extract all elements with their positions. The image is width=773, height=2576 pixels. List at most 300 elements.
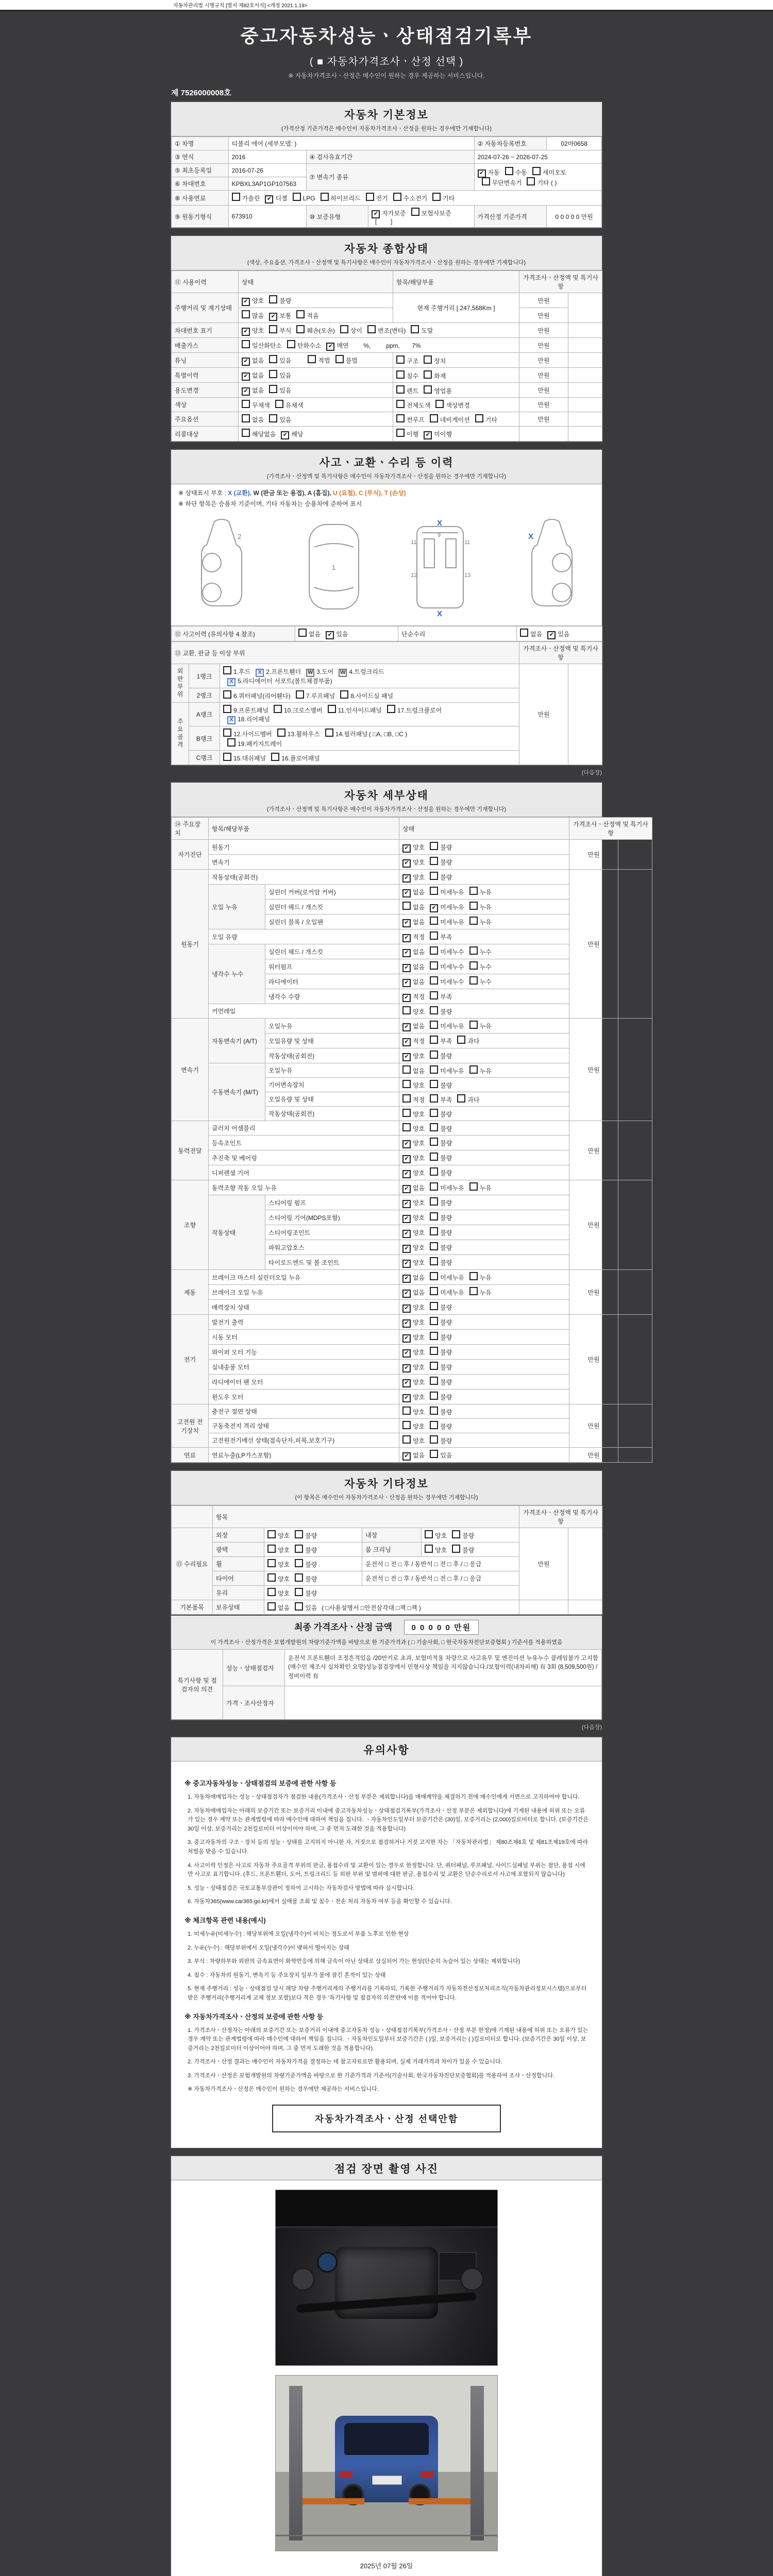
checkbox-전체도색[interactable] <box>396 400 405 408</box>
checkbox-양호[interactable]: ✔ <box>402 844 411 853</box>
checkbox-불량[interactable] <box>430 1421 438 1429</box>
checkbox-양호[interactable]: ✔ <box>402 1260 411 1268</box>
checkbox-훼손(오손)[interactable] <box>296 325 305 333</box>
checkbox-없음[interactable]: ✔ <box>402 979 411 987</box>
car-diagram-top-view <box>286 515 381 618</box>
checkbox-4.트렁크리드[interactable]: W <box>339 669 347 677</box>
report-note: ※ 자동차가격조사ㆍ산정은 매수인이 원하는 경우 제공하는 서비스입니다. <box>288 72 485 79</box>
subgroup-label: 냉각수 누수 <box>209 944 265 1004</box>
checkbox-양호[interactable]: ✔ <box>402 874 411 883</box>
checkbox-렌트[interactable] <box>396 385 405 394</box>
option-label: 전체도색 <box>407 402 431 409</box>
checkbox-불량[interactable] <box>430 1167 438 1176</box>
checkbox-도말[interactable] <box>411 325 419 333</box>
state-options <box>399 1285 569 1300</box>
checkbox-불량[interactable] <box>430 1153 438 1161</box>
option-label: 미세누유 <box>440 1023 464 1030</box>
checkbox-양호[interactable]: ✔ <box>402 1053 411 1061</box>
checkbox-수동[interactable] <box>505 167 513 175</box>
accident-title: 사고ㆍ교환ㆍ수리 등 이력 <box>319 457 454 469</box>
checkbox-불량[interactable] <box>430 1302 438 1310</box>
checkbox-8.사이드실 패널[interactable] <box>340 690 348 699</box>
remarks-cell <box>568 1600 602 1615</box>
checkbox-많음[interactable] <box>242 310 250 318</box>
option-label: 불량 <box>279 297 292 304</box>
checkbox-양호[interactable]: ✔ <box>402 1170 411 1178</box>
checkbox-과다[interactable] <box>457 1094 465 1103</box>
checkbox-변조(변타)[interactable] <box>367 325 376 333</box>
price-cell: 만원 <box>569 870 618 1019</box>
checkbox-10.크로스멤버[interactable] <box>274 705 282 713</box>
base-price-label: 가격산정 기준가격 <box>474 206 547 228</box>
report-header <box>0 11 773 82</box>
checkbox-부족[interactable] <box>430 931 438 940</box>
checkbox-세미오토[interactable] <box>532 167 541 175</box>
price-cell: 만원 <box>519 383 568 398</box>
checkbox-불량[interactable] <box>430 1109 438 1117</box>
checkbox-불량[interactable] <box>430 1377 438 1385</box>
exchange-mark-x: X <box>528 532 533 541</box>
state-options <box>399 1225 569 1240</box>
checkbox-적법[interactable] <box>308 355 316 363</box>
checkbox-양호[interactable]: ✔ <box>402 1394 411 1402</box>
checkbox-누유[interactable] <box>469 917 478 925</box>
checkbox-부식[interactable] <box>269 325 277 333</box>
checkbox-3.도어[interactable]: W <box>306 669 314 677</box>
notice-block-c-items <box>184 2026 589 2081</box>
checkbox-과다[interactable] <box>457 1036 465 1044</box>
price-cell: 만원 <box>519 293 568 308</box>
checkbox-미세누유[interactable] <box>430 1272 438 1280</box>
checkbox-영업용[interactable] <box>424 385 432 394</box>
checkbox-불량[interactable] <box>430 1227 438 1235</box>
inline-text: ( □A, □B, □C ) <box>368 731 408 738</box>
option-label: 적정 <box>413 1096 425 1104</box>
option-label: 적정 <box>413 993 425 1001</box>
checkbox-양호[interactable] <box>402 1080 411 1088</box>
basic-info-section <box>170 101 603 229</box>
checkbox-자동[interactable]: ✔ <box>478 170 486 178</box>
checkbox-전기[interactable] <box>366 193 374 201</box>
checkbox-15.대쉬패널[interactable] <box>223 753 231 761</box>
item-label: 작동상태(공회전) <box>265 1048 399 1063</box>
checkbox-13.휠하우스[interactable] <box>277 728 285 737</box>
checkbox-미세누수[interactable] <box>430 961 438 970</box>
group-main-frame: 주요골격 <box>172 703 189 765</box>
option-label: 양호 <box>413 1155 425 1162</box>
checkbox-있음[interactable] <box>269 355 277 363</box>
checkbox-양호[interactable] <box>402 1435 411 1444</box>
checkbox-탄화수소[interactable] <box>287 340 295 348</box>
engine-bay-photo <box>275 2190 498 2366</box>
checkbox-있음[interactable] <box>295 1602 303 1611</box>
checkbox-누수[interactable] <box>469 961 478 970</box>
checkbox-썬루프[interactable] <box>396 414 405 422</box>
remarks-cell <box>618 1121 652 1180</box>
checkbox-양호[interactable] <box>267 1573 276 1582</box>
option-label: 양호 <box>413 1111 425 1118</box>
option-label: 불량 <box>440 1437 452 1445</box>
checkbox-양호[interactable]: ✔ <box>402 1349 411 1358</box>
checkbox-불량[interactable] <box>430 1347 438 1355</box>
simple-repair-options <box>517 626 602 641</box>
option-label: 양호 <box>278 1590 290 1597</box>
checkbox-18.리어패널[interactable]: X <box>227 716 236 724</box>
state-options <box>399 974 569 989</box>
checkbox-1.후드[interactable] <box>223 666 231 674</box>
checkbox-적정[interactable]: ✔ <box>402 934 411 942</box>
item-label: 실린더 헤드 / 개스킷 <box>265 900 399 914</box>
state-options <box>399 914 569 929</box>
col-price-remarks: 가격조사ㆍ산정액 및 특기사항 <box>569 818 652 840</box>
option-label: 불량 <box>305 1547 317 1554</box>
checkbox-불법[interactable] <box>335 355 344 363</box>
checkbox-미세누유[interactable] <box>430 1065 438 1074</box>
checkbox-16.플로어패널[interactable] <box>271 753 279 761</box>
current-mileage: 현재 주행거리 [ 247,568Km ] <box>393 293 519 323</box>
checkbox-이행[interactable] <box>396 429 405 437</box>
checkbox-없음[interactable] <box>520 629 528 637</box>
exchange-header: ⑬ 교환, 판금 등 이상 부위 <box>172 642 519 664</box>
checkbox-5.라디에이터 서포트(볼트체결부품)[interactable]: X <box>227 678 236 686</box>
checkbox-양호[interactable] <box>425 1530 433 1538</box>
notice-block-a-heading: ※ 중고자동차성능ㆍ상태점검의 보증에 관한 사항 등 <box>184 1780 337 1787</box>
blue-suv-rear <box>335 2416 438 2502</box>
state-options <box>399 1240 569 1255</box>
option-label: 불량 <box>440 1259 452 1266</box>
checkbox-미세누유[interactable] <box>430 887 438 895</box>
checkbox-있음[interactable] <box>269 414 277 422</box>
checkbox-없음[interactable] <box>402 902 411 910</box>
checkbox-불량[interactable] <box>430 1197 438 1206</box>
interior-options <box>422 1528 519 1543</box>
checkbox-2.프론트휀더[interactable]: X <box>256 669 264 677</box>
checkbox-일산화탄소[interactable] <box>242 340 250 348</box>
checkbox-해당[interactable]: ✔ <box>281 431 289 439</box>
checkbox-14.필러패널[interactable] <box>325 728 333 737</box>
checkbox-상이[interactable] <box>340 325 348 333</box>
checkbox-없음[interactable]: ✔ <box>402 889 411 897</box>
checkbox-없음[interactable] <box>402 1065 411 1074</box>
checkbox-양호[interactable] <box>267 1530 276 1538</box>
checkbox-불량[interactable] <box>430 1080 438 1088</box>
option-label: 13.휠하우스 <box>287 731 320 738</box>
checkbox-LPG[interactable] <box>293 193 301 201</box>
checkbox-불량[interactable] <box>430 1242 438 1250</box>
checkbox-6.쿼터패널(리어휀다)[interactable] <box>223 690 231 699</box>
state-options <box>399 1315 569 1330</box>
item-label: 브레이크 오일 누유 <box>209 1285 399 1300</box>
item-label: 등속조인트 <box>209 1136 399 1150</box>
option-label: 불량 <box>440 1304 452 1311</box>
checkbox-없음[interactable]: ✔ <box>402 964 411 972</box>
etc-price-header: 가격조사ㆍ산정액 및 특기사항 <box>519 1506 602 1528</box>
checkbox-없음[interactable]: ✔ <box>402 919 411 927</box>
option-label: 디젤 <box>275 195 288 202</box>
checkbox-양호[interactable]: ✔ <box>402 1140 411 1148</box>
price-cell: 만원 <box>519 353 568 368</box>
option-label: 양호 <box>413 1394 425 1401</box>
checkbox-없음[interactable] <box>298 629 307 637</box>
diagram-number: 11 <box>410 539 416 546</box>
checkbox-있음[interactable] <box>269 385 277 393</box>
checkbox-양호[interactable]: ✔ <box>402 1364 411 1372</box>
checkbox-불량[interactable] <box>295 1588 303 1596</box>
checkbox-불량[interactable] <box>295 1559 303 1567</box>
checkbox-적정[interactable]: ✔ <box>402 1038 411 1046</box>
checkbox-양호[interactable]: ✔ <box>402 1215 411 1223</box>
option-label: 누유 <box>479 1184 492 1192</box>
checkbox-없음[interactable]: ✔ <box>402 1275 411 1283</box>
checkbox-있음[interactable] <box>269 370 277 378</box>
checkbox-없음[interactable]: ✔ <box>402 1290 411 1298</box>
checkbox-양호[interactable]: ✔ <box>242 298 250 306</box>
checkbox-불량[interactable] <box>430 1392 438 1400</box>
checkbox-불량[interactable] <box>452 1545 460 1553</box>
checkbox-누유[interactable] <box>469 887 478 895</box>
checkbox-누유[interactable] <box>469 1287 478 1295</box>
checkbox-미이행[interactable]: ✔ <box>424 431 432 439</box>
checkbox-적음[interactable] <box>296 310 305 318</box>
checkbox-미세누유[interactable]: ✔ <box>430 904 438 912</box>
row-label-mileage: 주행거리 및 계기상태 <box>172 293 239 323</box>
checkbox-11.인사이드패널[interactable] <box>328 705 336 713</box>
checkbox-미세누유[interactable] <box>430 917 438 925</box>
option-label: 적정 <box>413 1038 425 1045</box>
checkbox-있음[interactable]: ✔ <box>547 631 556 639</box>
checkbox-무단변속기[interactable] <box>482 177 490 185</box>
checkbox-19.패키지트레이[interactable] <box>227 738 236 747</box>
checkbox-불량[interactable] <box>430 1006 438 1014</box>
notice-item: 5. 성능ㆍ상태점검은 국토교통부장관이 정하여 고시하는 자동차검사 방법에 따라 실시합니다. <box>188 1885 415 1891</box>
checkbox-불량[interactable] <box>295 1530 303 1538</box>
checkbox-불량[interactable] <box>430 1257 438 1265</box>
option-label: 양호 <box>435 1547 447 1554</box>
checkbox-부족[interactable] <box>430 1036 438 1044</box>
option-label: 부족 <box>440 993 452 1001</box>
checkbox-양호[interactable]: ✔ <box>242 328 250 336</box>
checkbox-미세누유[interactable] <box>430 1182 438 1191</box>
option-label: 미세누유 <box>440 904 464 911</box>
checkbox-누유[interactable] <box>469 1065 478 1074</box>
checkbox-양호[interactable]: ✔ <box>402 1319 411 1328</box>
checkbox-없음[interactable] <box>267 1602 276 1611</box>
checkbox-기타[interactable] <box>475 414 483 422</box>
checkbox-양호[interactable] <box>402 1421 411 1429</box>
checkbox-자가보증[interactable]: ✔ <box>372 210 380 218</box>
checkbox-보통[interactable]: ✔ <box>269 313 277 321</box>
checkbox-불량[interactable] <box>430 872 438 880</box>
checkbox-불량[interactable] <box>430 1317 438 1325</box>
option-label: 누유 <box>479 1274 492 1281</box>
state-options <box>239 383 393 398</box>
checkbox-7.루프패널[interactable] <box>296 690 304 699</box>
checkbox-구조[interactable] <box>396 355 405 364</box>
notice-item: 2. 누유(누수) : 해당부위에서 오일(냉각수)이 맺혀서 떨어지는 상태 <box>188 1944 349 1951</box>
option-label: 장치 <box>434 357 446 365</box>
checkbox-양호[interactable] <box>402 1109 411 1117</box>
checkbox-없음[interactable]: ✔ <box>242 358 250 366</box>
checkbox-미세누수[interactable] <box>430 976 438 985</box>
checkbox-불량[interactable] <box>430 842 438 850</box>
checkbox-양호[interactable]: ✔ <box>402 1200 411 1208</box>
state-options <box>239 338 519 353</box>
price-cell: 만원 <box>569 1121 618 1180</box>
option-label: 양호 <box>278 1532 290 1539</box>
checkbox-수소전기[interactable] <box>393 193 401 201</box>
checkbox-양호[interactable] <box>402 1123 411 1131</box>
checkbox-누수[interactable] <box>469 976 478 985</box>
checkbox-불량[interactable] <box>269 295 277 303</box>
checkbox-없음[interactable]: ✔ <box>242 387 250 396</box>
checkbox-있음[interactable] <box>430 1450 438 1458</box>
item-label: 오일누유 <box>265 1019 399 1033</box>
option-label: 없음 <box>309 631 321 638</box>
checkbox-9.프론트패널[interactable] <box>223 705 231 713</box>
checkbox-없음[interactable]: ✔ <box>402 1185 411 1193</box>
checkbox-양호[interactable]: ✔ <box>402 1245 411 1253</box>
checkbox-무채색[interactable] <box>242 400 250 408</box>
checkbox-양호[interactable] <box>267 1545 276 1553</box>
checkbox-불량[interactable] <box>430 1362 438 1370</box>
checkbox-양호[interactable] <box>425 1545 433 1553</box>
option-label: 5.라디에이터 서포트(볼트체결부품) <box>238 677 332 685</box>
checkbox-누수[interactable] <box>469 946 478 955</box>
checkbox-불량[interactable] <box>295 1545 303 1553</box>
checkbox-없음[interactable] <box>242 414 250 422</box>
checkbox-미세누수[interactable] <box>430 946 438 955</box>
checkbox-불량[interactable] <box>430 857 438 865</box>
checkbox-부족[interactable] <box>430 991 438 999</box>
checkbox-하이브리드[interactable] <box>321 193 329 201</box>
state-options <box>399 870 569 885</box>
remarks-cell <box>568 323 602 338</box>
option-label: 없음 <box>413 1023 425 1030</box>
state-options <box>399 1063 569 1078</box>
rank-items <box>220 726 519 751</box>
overall-condition-table <box>171 270 602 442</box>
checkbox-불량[interactable] <box>430 1406 438 1415</box>
checkbox-불량[interactable] <box>295 1573 303 1582</box>
option-label: 적정 <box>413 934 425 941</box>
checkbox-화재[interactable] <box>424 370 432 379</box>
checkbox-보험사보증[interactable] <box>411 208 419 216</box>
checkbox-미세누유[interactable] <box>430 1021 438 1029</box>
checkbox-누유[interactable] <box>469 1272 478 1280</box>
checkbox-불량[interactable] <box>430 1435 438 1444</box>
diagram-number: 9 <box>437 532 441 538</box>
checkbox-침수[interactable] <box>396 370 405 379</box>
option-label: 2.프론트휀더 <box>266 668 301 675</box>
option-label: 과다 <box>467 1096 480 1104</box>
item-options <box>393 368 519 383</box>
checkbox-없음[interactable]: ✔ <box>402 949 411 957</box>
checkbox-불량[interactable] <box>452 1530 460 1538</box>
checkbox-누유[interactable] <box>469 1182 478 1191</box>
checkbox-양호[interactable]: ✔ <box>402 1379 411 1387</box>
detail-condition-table <box>171 817 648 1463</box>
checkbox-디젤[interactable]: ✔ <box>265 195 273 204</box>
checkbox-누유[interactable] <box>469 902 478 910</box>
checkbox-색상변경[interactable] <box>435 400 444 408</box>
checkbox-기타[interactable] <box>432 193 441 201</box>
overall-title: 자동차 종합상태 <box>344 243 429 255</box>
checkbox-적정[interactable]: ✔ <box>402 994 411 1002</box>
option-label: 없음 <box>413 963 425 971</box>
detail-title: 자동차 세부상태 <box>344 790 429 802</box>
price-cell: 만원 <box>569 1315 618 1404</box>
checkbox-양호[interactable] <box>267 1588 276 1596</box>
checkbox-불량[interactable] <box>430 1123 438 1131</box>
checkbox-없음[interactable]: ✔ <box>242 372 250 381</box>
option-label: 11.인사이드패널 <box>338 707 382 714</box>
report-title: 중고자동차성능ㆍ상태점검기록부 <box>240 25 533 46</box>
item-label: 시동 모터 <box>209 1330 399 1345</box>
rank-items <box>220 688 519 703</box>
checkbox-17.트렁크플로어[interactable] <box>387 705 395 713</box>
checkbox-기타 ( )[interactable] <box>527 177 535 185</box>
remarks-cell <box>568 398 602 412</box>
mileage-state <box>239 293 393 308</box>
checkbox-양호[interactable] <box>402 1006 411 1014</box>
checkbox-불량[interactable] <box>430 1332 438 1340</box>
checkbox-양호[interactable] <box>402 1406 411 1415</box>
option-label: 이행 <box>407 431 419 438</box>
checkbox-양호[interactable]: ✔ <box>402 1304 411 1313</box>
price-cell: 만원 <box>569 1019 618 1121</box>
state-options <box>399 944 569 959</box>
checkbox-가솔린[interactable] <box>232 193 240 201</box>
item-options <box>393 353 519 368</box>
checkbox-해당없음[interactable] <box>242 429 250 437</box>
engine-type-label: ⑨ 원동기형식 <box>172 206 229 228</box>
state-options <box>399 1180 569 1195</box>
checkbox-미세누유[interactable] <box>430 1287 438 1295</box>
option-label: 없음 <box>252 416 264 423</box>
option-label: 구조 <box>407 357 419 365</box>
checkbox-장치[interactable] <box>424 355 432 364</box>
checkbox-양호[interactable]: ✔ <box>402 859 411 868</box>
checkbox-유채색[interactable] <box>275 400 283 408</box>
checkbox-매연[interactable]: ✔ <box>326 343 334 351</box>
checkbox-양호[interactable]: ✔ <box>402 1155 411 1163</box>
checkbox-불량[interactable] <box>430 1138 438 1146</box>
remarks-cell <box>618 1270 652 1315</box>
inline-text: ( □사용설명서 □안전삼각대 □잭 □잭 ) <box>318 1604 421 1612</box>
checkbox-양호[interactable]: ✔ <box>402 1334 411 1343</box>
checkbox-네비게이션[interactable] <box>430 414 438 422</box>
checkbox-불량[interactable] <box>430 1050 438 1059</box>
option-label: 미세누유 <box>440 1289 464 1296</box>
price-cell: 만원 <box>519 412 568 427</box>
checkbox-적정[interactable] <box>402 1094 411 1103</box>
checkbox-없음[interactable]: ✔ <box>402 1023 411 1031</box>
checkbox-12.사이드멤버[interactable] <box>223 728 231 737</box>
device-group-변속기: 변속기 <box>172 1019 209 1121</box>
price-cell <box>519 427 568 442</box>
state-options <box>399 840 569 855</box>
checkbox-없음[interactable]: ✔ <box>402 1452 411 1461</box>
checkbox-양호[interactable]: ✔ <box>402 1230 411 1238</box>
checkbox-있음[interactable]: ✔ <box>326 631 334 639</box>
state-options <box>399 1048 569 1063</box>
checkbox-부족[interactable] <box>430 1094 438 1103</box>
checkbox-누유[interactable] <box>469 1021 478 1029</box>
report-subtitle: ( ■ 자동차가격조사ㆍ산정 선택 ) <box>309 56 464 67</box>
checkbox-불량[interactable] <box>430 1212 438 1221</box>
checkbox-양호[interactable] <box>267 1559 276 1567</box>
state-options <box>399 1255 569 1270</box>
